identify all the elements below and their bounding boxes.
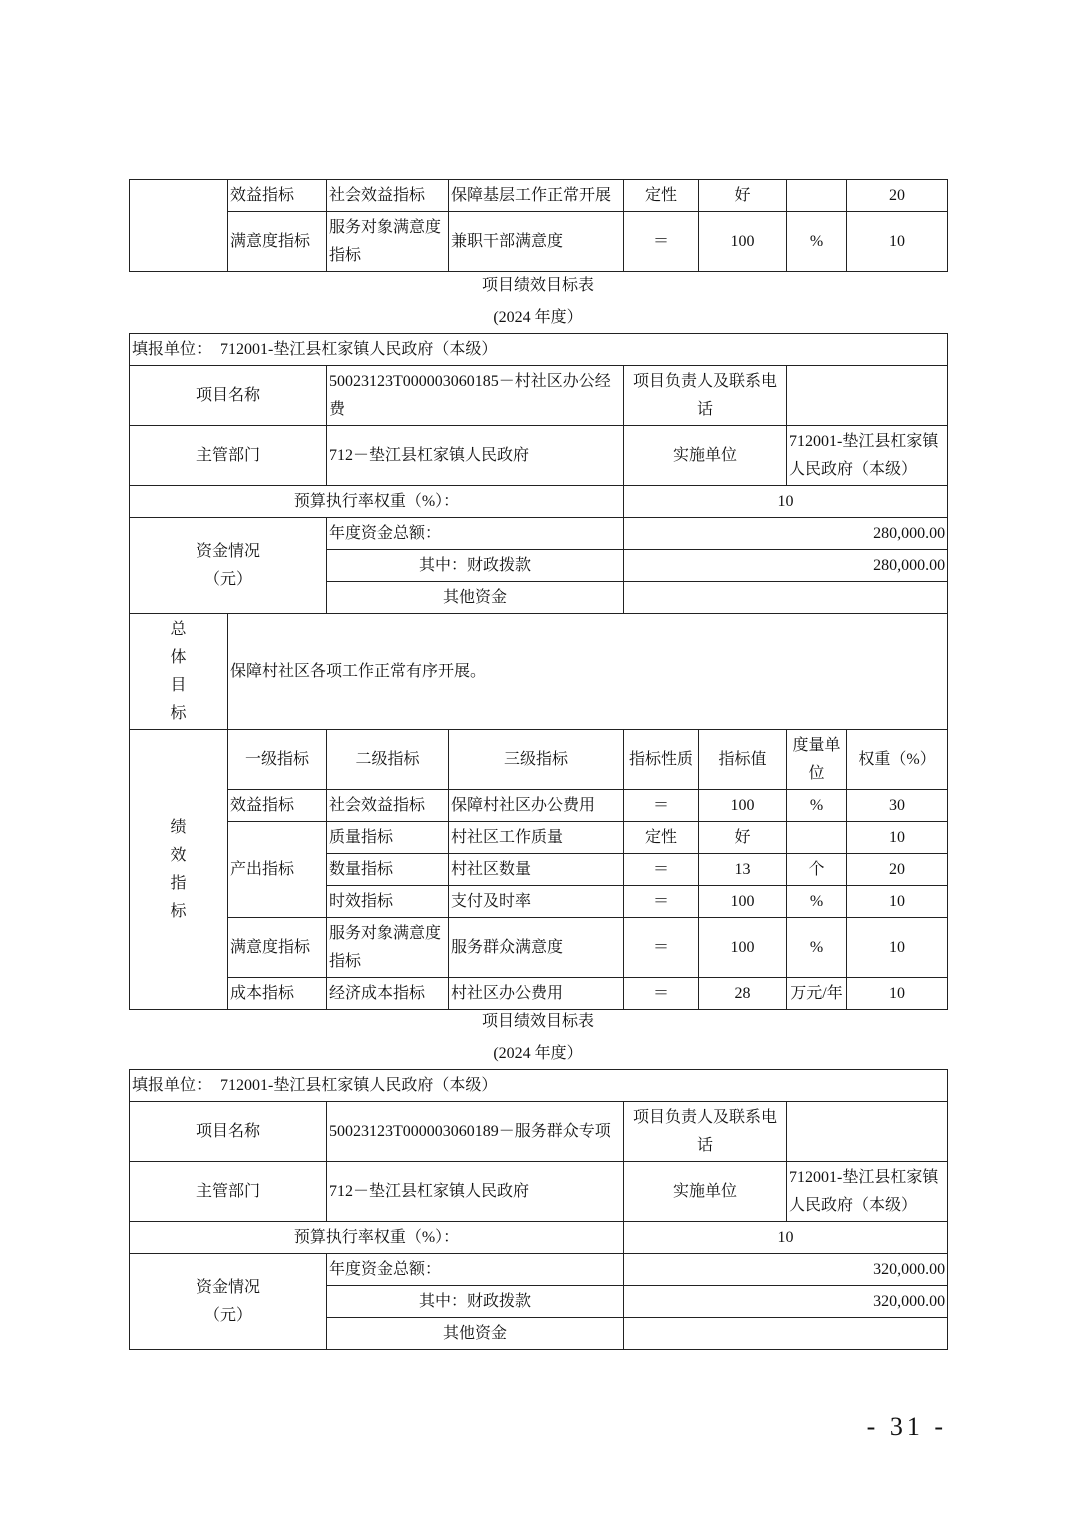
dept-label: 主管部门 — [130, 1162, 327, 1222]
funds-label — [130, 518, 327, 614]
weight-cell: 10 — [847, 212, 948, 272]
perf-char: 绩 — [170, 818, 187, 836]
nature-cell: ＝ — [624, 978, 699, 1010]
unit-cell — [787, 180, 847, 212]
l2-cell: 时效指标 — [327, 886, 449, 918]
table-row — [130, 790, 948, 822]
l2-cell: 经济成本指标 — [327, 978, 449, 1010]
table-title: 项目绩效目标表 — [481, 277, 594, 294]
blank-cell — [130, 180, 228, 272]
budget-weight-value: 10 — [624, 486, 948, 518]
fiscal-label: 其中：财政拨款 — [327, 550, 624, 582]
weight-cell: 10 — [847, 978, 948, 1010]
dept-label: 主管部门 — [130, 426, 327, 486]
col-header: 一级指标 — [228, 730, 327, 790]
value-cell: 100 — [699, 212, 787, 272]
l3-cell: 保障基层工作正常开展 — [449, 180, 624, 212]
value-cell: 好 — [699, 180, 787, 212]
l2-cell: 社会效益指标 — [327, 180, 449, 212]
l1-cell: 产出指标 — [228, 822, 327, 918]
other-value — [624, 582, 948, 614]
total-value: 320,000.00 — [624, 1254, 948, 1286]
nature-cell: 定性 — [624, 822, 699, 854]
nature-cell: ＝ — [624, 212, 699, 272]
contact-value — [787, 1102, 948, 1162]
perf-label — [130, 730, 228, 1010]
nature-cell: ＝ — [624, 854, 699, 886]
table-row — [130, 918, 948, 978]
l3-cell: 支付及时率 — [449, 886, 624, 918]
fiscal-value: 320,000.00 — [624, 1286, 948, 1318]
weight-cell: 30 — [847, 790, 948, 822]
contact-label: 项目负责人及联系电话 — [624, 366, 787, 426]
budget-weight-label: 预算执行率权重（%）： — [130, 486, 624, 518]
value-cell: 好 — [699, 822, 787, 854]
unit-cell: % — [787, 212, 847, 272]
reporting-unit: 填报单位： 712001-垫江县杠家镇人民政府（本级） — [130, 334, 948, 366]
total-label: 年度资金总额： — [327, 518, 624, 550]
unit-cell — [787, 822, 847, 854]
weight-cell: 10 — [847, 886, 948, 918]
value-cell: 100 — [699, 918, 787, 978]
goal-value: 保障村社区各项工作正常有序开展。 — [228, 614, 948, 730]
other-label: 其他资金 — [327, 582, 624, 614]
goal-char: 总 — [170, 620, 187, 638]
impl-label: 实施单位 — [624, 426, 787, 486]
nature-cell: 定性 — [624, 180, 699, 212]
performance-table-1 — [129, 333, 948, 1010]
weight-cell: 10 — [847, 822, 948, 854]
goal-char: 目 — [170, 676, 187, 694]
table-year: (2024 年度） — [493, 1045, 583, 1062]
funds-label-line: 资金情况 — [195, 542, 260, 560]
impl-value: 712001-垫江县杠家镇人民政府（本级） — [787, 1162, 948, 1222]
contact-value — [787, 366, 948, 426]
total-value: 280,000.00 — [624, 518, 948, 550]
l2-cell: 社会效益指标 — [327, 790, 449, 822]
budget-weight-value: 10 — [624, 1222, 948, 1254]
table-row — [130, 978, 948, 1010]
goal-label — [130, 614, 228, 730]
l2-cell: 服务对象满意度指标 — [327, 918, 449, 978]
l3-cell: 村社区办公费用 — [449, 978, 624, 1010]
col-header: 权重（%） — [847, 730, 948, 790]
funds-label-unit: （元） — [203, 1306, 252, 1324]
unit-cell: % — [787, 790, 847, 822]
l1-cell: 成本指标 — [228, 978, 327, 1010]
weight-cell: 20 — [847, 854, 948, 886]
col-header: 度量单位 — [787, 730, 847, 790]
l3-cell: 服务群众满意度 — [449, 918, 624, 978]
l2-cell: 服务对象满意度指标 — [327, 212, 449, 272]
nature-cell: ＝ — [624, 918, 699, 978]
other-value — [624, 1318, 948, 1350]
weight-cell: 20 — [847, 180, 948, 212]
goal-char: 标 — [170, 704, 187, 722]
table-row — [130, 212, 948, 272]
perf-char: 标 — [170, 902, 187, 920]
project-name-label: 项目名称 — [130, 366, 327, 426]
col-header: 二级指标 — [327, 730, 449, 790]
nature-cell: ＝ — [624, 790, 699, 822]
l1-cell: 效益指标 — [228, 180, 327, 212]
nature-cell: ＝ — [624, 886, 699, 918]
table-row — [130, 822, 948, 854]
fiscal-label: 其中：财政拨款 — [327, 1286, 624, 1318]
funds-label — [130, 1254, 327, 1350]
fiscal-value: 280,000.00 — [624, 550, 948, 582]
weight-cell: 10 — [847, 918, 948, 978]
l3-cell: 村社区工作质量 — [449, 822, 624, 854]
goal-char: 体 — [170, 648, 187, 666]
col-header: 三级指标 — [449, 730, 624, 790]
funds-label-line: 资金情况 — [195, 1278, 260, 1296]
table-title: 项目绩效目标表 — [481, 1013, 594, 1030]
perf-char: 效 — [170, 846, 187, 864]
dept-value: 712－垫江县杠家镇人民政府 — [327, 426, 624, 486]
col-header: 指标值 — [699, 730, 787, 790]
l2-cell: 质量指标 — [327, 822, 449, 854]
l2-cell: 数量指标 — [327, 854, 449, 886]
budget-weight-label: 预算执行率权重（%）： — [130, 1222, 624, 1254]
project-name-value: 50023123T000003060189－服务群众专项 — [327, 1102, 624, 1162]
value-cell: 100 — [699, 790, 787, 822]
l1-cell: 满意度指标 — [228, 212, 327, 272]
reporting-unit: 填报单位： 712001-垫江县杠家镇人民政府（本级） — [130, 1070, 948, 1102]
l3-cell: 村社区数量 — [449, 854, 624, 886]
l1-cell: 效益指标 — [228, 790, 327, 822]
total-label: 年度资金总额： — [327, 1254, 624, 1286]
l3-cell: 兼职干部满意度 — [449, 212, 624, 272]
funds-label-unit: （元） — [203, 570, 252, 588]
value-cell: 28 — [699, 978, 787, 1010]
l3-cell: 保障村社区办公费用 — [449, 790, 624, 822]
page-number: - 31 - — [866, 1412, 947, 1441]
contact-label: 项目负责人及联系电话 — [624, 1102, 787, 1162]
impl-label: 实施单位 — [624, 1162, 787, 1222]
table-year: (2024 年度） — [493, 309, 583, 326]
value-cell: 100 — [699, 886, 787, 918]
performance-table-2 — [129, 1069, 948, 1350]
table-row — [130, 180, 948, 212]
unit-cell: 个 — [787, 854, 847, 886]
project-name-label: 项目名称 — [130, 1102, 327, 1162]
unit-cell: % — [787, 918, 847, 978]
project-name-value: 50023123T000003060185－村社区办公经费 — [327, 366, 624, 426]
dept-value: 712－垫江县杠家镇人民政府 — [327, 1162, 624, 1222]
unit-cell: 万元/年 — [787, 978, 847, 1010]
top-fragment-table — [129, 179, 948, 272]
other-label: 其他资金 — [327, 1318, 624, 1350]
col-header: 指标性质 — [624, 730, 699, 790]
l1-cell: 满意度指标 — [228, 918, 327, 978]
unit-cell: % — [787, 886, 847, 918]
value-cell: 13 — [699, 854, 787, 886]
perf-char: 指 — [170, 874, 187, 892]
impl-value: 712001-垫江县杠家镇人民政府（本级） — [787, 426, 948, 486]
